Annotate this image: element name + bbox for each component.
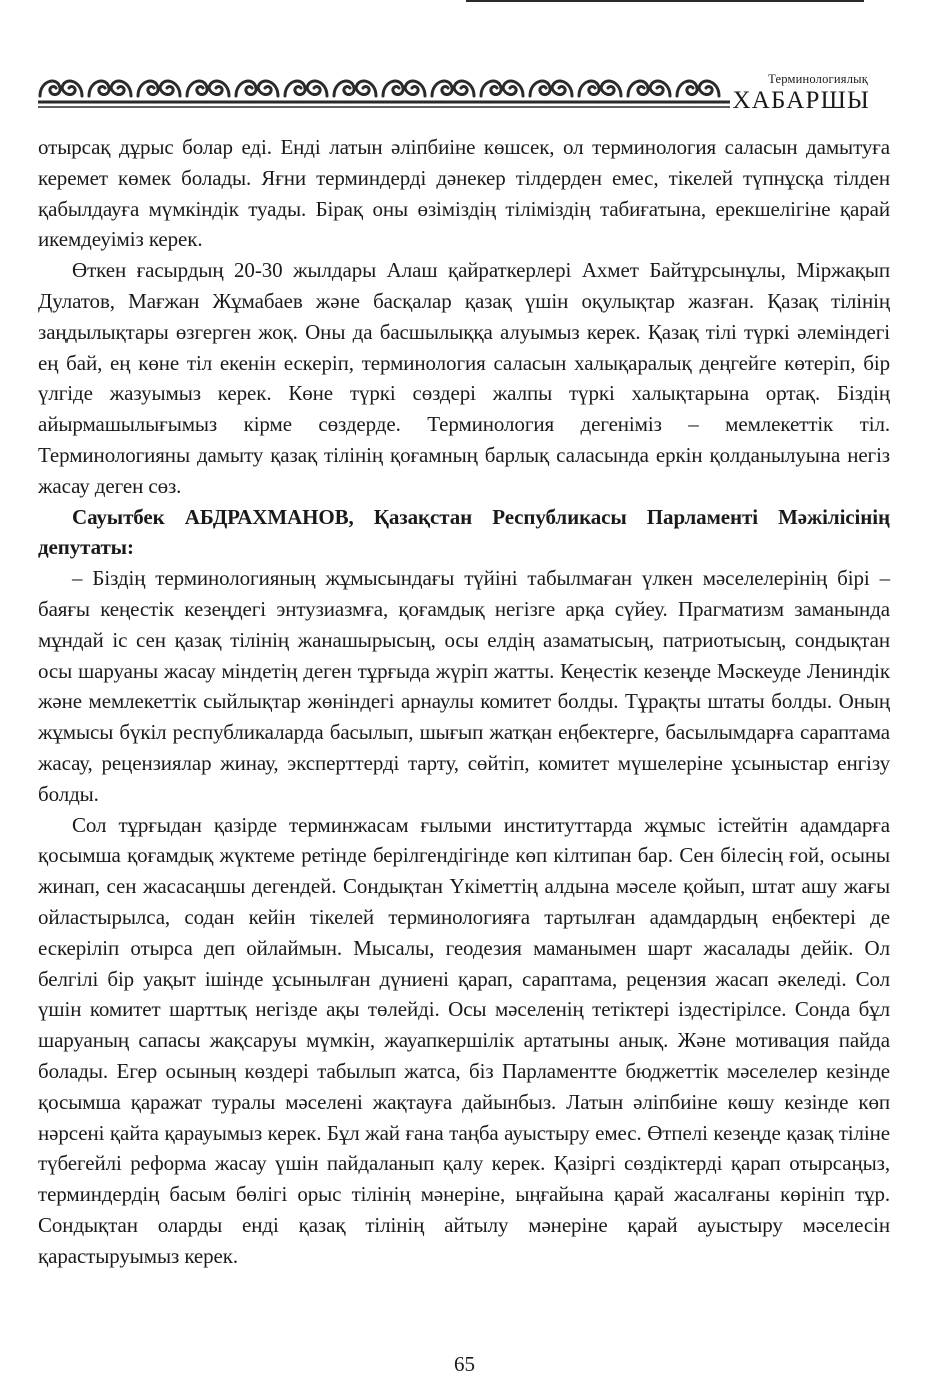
paragraph: отырсақ дұрыс болар еді. Енді латын әліпбиіне көшсек, ол терминология саласын дамытуға керемет көмек болады. Яғни терминдерді дәнекер тілдерден емес, тікелей түпнұсқа тілден қабылдауға мүмкіндік туады. Бірақ оны өзіміздің тіліміздің табиғатына, ерекшелігіне қарай икемдеуіміз керек.	[38, 135, 890, 252]
journal-title-big: ХАБАРШЫ	[732, 87, 870, 114]
page-number: 65	[454, 1352, 475, 1376]
speaker-heading: Сауытбек АБДРАХМАНОВ, Қазақстан Республикасы Парламенті Мәжілісінің депутаты:	[38, 504, 890, 560]
journal-title-small: Терминологиялық	[768, 72, 868, 86]
paragraph: Сол тұрғыдан қазірде терминжасам ғылыми институттарда жұмыс істейтін адамдарға қосымша қоғамдық жүктеме ретінде берілгендігінде көп кілтипан бар. Сен білесің ғой, осыны жинап, сен жасасаңшы дегендей. Сондықтан Үкіметтің алдына мәселе қойып, штат ашу жағы ойластырылса, содан кейін тікелей терминологияға тартылған адамдардың еңбектері де ескеріліп отырса деп ойлаймын. Мысалы, геодезия маманымен шарт жасалады дейік. Ол белгілі бір уақыт ішінде ұсынылған дүниені қарап, сараптама, рецензия жасап әкеледі. Сол үшін комитет шарттық негізде ақы төлейді. Осы мәселенің тетіктері іздестірілсе. Сонда бұл шаруаның сапасы жақсаруы мүмкін, жауапкершілік артатыны анық. Және мотивация пайда болады. Егер осының көздері табылып жатса, біз Парламентте бюджеттік мәселелер кезінде қосымша қаражат туралы мәселені жақтауға дайынбыз. Латын әліпбиіне көшу кезінде көп нәрсені қайта қарауымыз керек. Бұл жай ғана таңба ауыстыру емес. Өтпелі кезеңде қазақ тіліне түбегейлі реформа жасау үшін пайдаланып қалу керек. Қазіргі сөздіктерді қарап отырсаңыз, терминдердің басым бөлігі орыс тілінің мәнеріне, ыңғайына қарай жасалғаны көрініп тұр. Сондықтан оларды енді қазақ тілінің айтылу мәнеріне қарай ауыстыру мәселесін қарастыруымыз керек.	[38, 812, 890, 1268]
article-body	[38, 132, 890, 1271]
journal-header	[34, 62, 896, 118]
ornament-border-icon	[34, 62, 734, 112]
paragraph: Өткен ғасырдың 20-30 жылдары Алаш қайраткерлері Ахмет Байтұрсынұлы, Міржақып Дулатов, Мағжан Жұмабаев және басқалар қазақ үшін оқулықтар жазған. Қазақ тілінің заңдылықтары өзгерген жоқ. Оны да басшылыққа алуымыз керек. Қазақ тілі түркі әлеміндегі ең бай, ең көне тіл екенін ескеріп, терминология саласын халықаралық деңгейге көтеріп, бір үлгіде жазуымыз керек. Көне түркі сөздері жалпы түркі халықтарына ортақ. Біздің айырмашылығымыз кірме сөздерде. Терминология дегеніміз – мемлекеттік тіл. Терминологияны дамыту қазақ тілінің қоғамның барлық саласында еркін қолданылуына негіз жасау деген сөз.	[38, 258, 890, 498]
top-rule	[466, 0, 864, 2]
paragraph: – Біздің терминологияның жұмысындағы түйіні табылмаған үлкен мәселелерінің бірі – баяғы кеңестік кезеңдегі энтузиазмға, қоғамдық негізге арқа сүйеу. Прагматизм заманында мұндай іс сен қазақ тілінің жанашырысың, осы елдің азаматысың, патриотысың, сондықтан осы шаруаны жасау міндетің деген тұрғыда жүріп жатты. Кеңестік кезеңде Мәскеудe Лениндік және мемлекеттік сыйлықтар жөніндегі арнаулы комитет болды. Тұрақты штаты болды. Оның жұмысы бүкіл республикаларда басылып, шығып жатқан еңбектерге, басылымдарға сараптама жасау, рецензиялар жинау, эксперттерді тарту, сөйтіп, комитет мүшелеріне ұсыныстар енгізу болды.	[38, 566, 890, 806]
